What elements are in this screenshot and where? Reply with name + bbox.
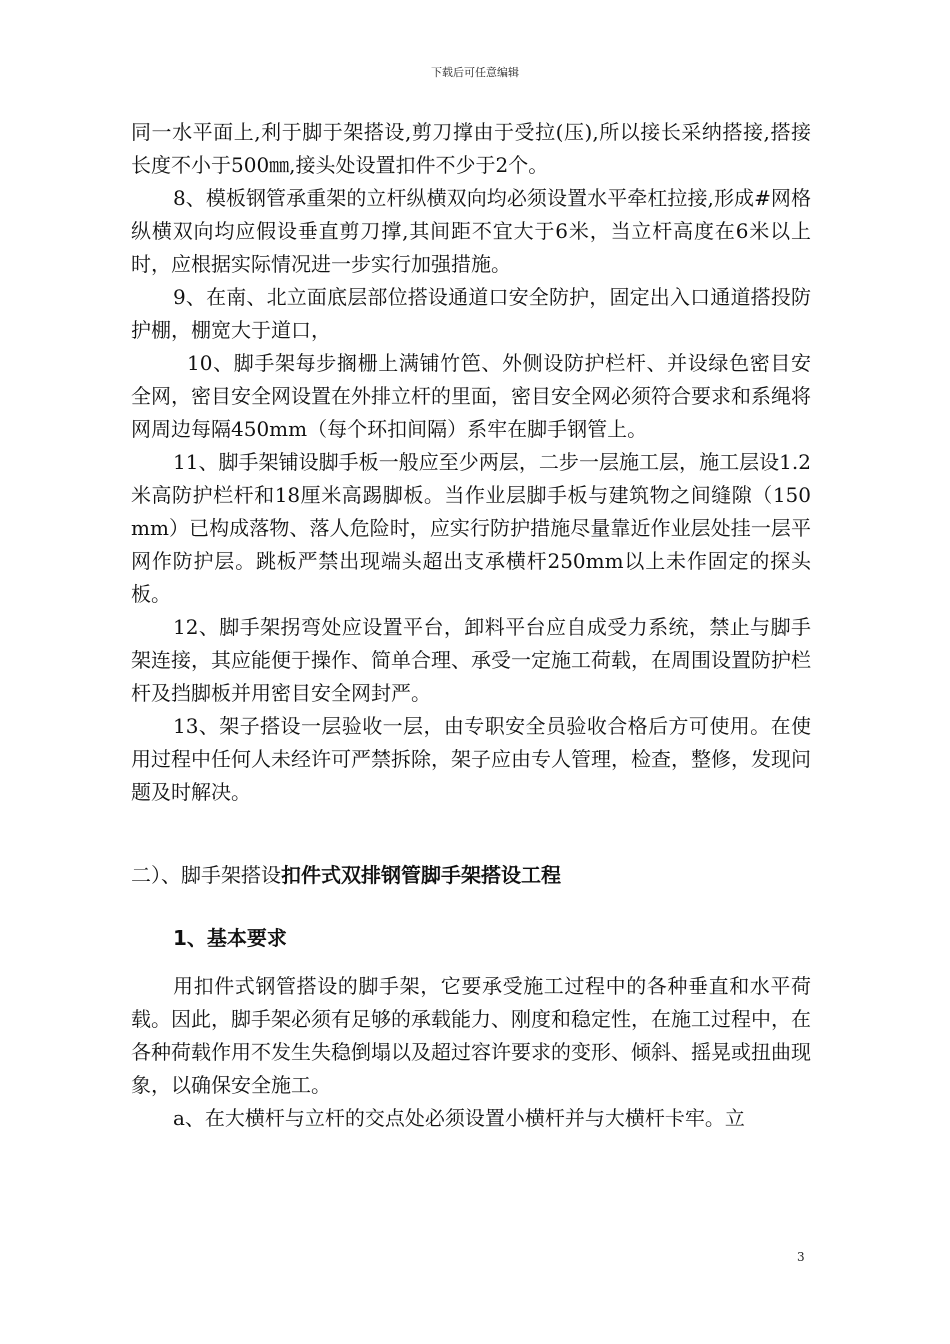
section-spacer — [131, 809, 811, 859]
paragraph-item-12: 12、脚手架拐弯处应设置平台，卸料平台应自成受力系统，禁止与脚手架连接，其应能便于操作、简单合理、承受一定施工荷载，在周围设置防护栏杆及挡脚板并用密目安全网封严。 — [131, 615, 811, 705]
sub-heading: 1、基本要求 — [173, 926, 287, 950]
paragraph-basic-requirements: 用扣件式钢管搭设的脚手架，它要承受施工过程中的各种垂直和水平荷载。因此，脚手架必须有足够的承载能力、刚度和稳定性，在施工过程中，在各种荷载作用不发生失稳倒塌以及超过容许要求的变形、倾斜、摇晃或扭曲现象，以确保安全施工。 — [131, 974, 811, 1097]
paragraph-item-11: 11、脚手架铺设脚手板一般应至少两层，二步一层施工层，施工层设1.2米高防护栏杆和18厘米高踢脚板。当作业层脚手板与建筑物之间缝隙（150mm）已构成落物、落人危险时，应实行防护措施尽量靠近作业层处挂一层平网作防护层。跳板严禁出现端头超出支承横杆250mm以上未作固定的探头板。 — [131, 450, 811, 606]
paragraph-item-8: 8、模板钢管承重架的立杆纵横双向均必须设置水平牵杠拉接,形成#网格纵横双向均应假设垂直剪刀撑,其间距不宜大于6米，当立杆高度在6米以上时，应根据实际情况进一步实行加强措施。 — [131, 186, 811, 276]
document-body — [131, 116, 811, 1135]
section-heading-prefix: 二）、脚手架搭设 — [131, 863, 281, 887]
section-heading-title: 扣件式双排钢管脚手架搭设工程 — [281, 863, 561, 887]
paragraph-item-13: 13、架子搭设一层验收一层，由专职安全员验收合格后方可使用。在使用过程中任何人未经许可严禁拆除，架子应由专人管理，检查，整修，发现问题及时解决。 — [131, 714, 811, 804]
page-number: 3 — [797, 1250, 805, 1264]
section-heading — [131, 859, 811, 892]
paragraph-continuation: 同一水平面上,利于脚于架搭设,剪刀撑由于受拉(压),所以接长采纳搭接,搭接长度不小于500㎜,接头处设置扣件不少于2个。 — [131, 120, 811, 177]
paragraph-item-9: 9、在南、北立面底层部位搭设通道口安全防护，固定出入口通道搭投防护棚，棚宽大于道口， — [131, 285, 811, 342]
paragraph-item-10: 10、脚手架每步搁栅上满铺竹笆、外侧设防护栏杆、并设绿色密目安全网，密目安全网设置在外排立杆的里面，密目安全网必须符合要求和系绳将网周边每隔450mm（每个环扣间隔）系牢在脚手钢管上。 — [131, 351, 811, 441]
paragraph-item-a: a、在大横杆与立杆的交点处必须设置小横杆并与大横杆卡牢。立 — [173, 1106, 745, 1130]
page-header: 下载后可任意编辑 — [431, 66, 519, 79]
